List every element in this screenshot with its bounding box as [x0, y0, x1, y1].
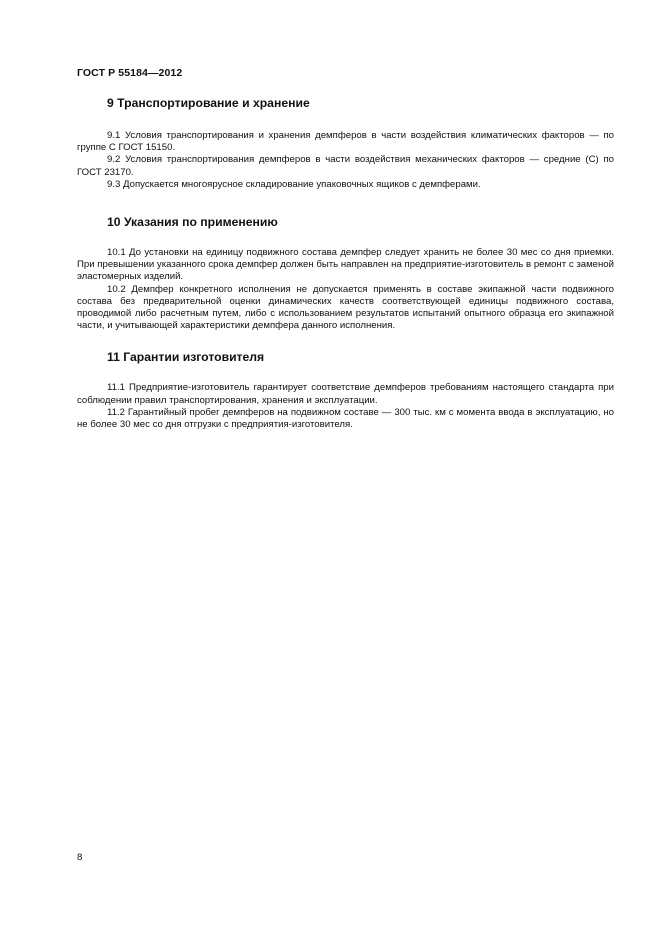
paragraph-9-3: 9.3 Допускается многоярусное складирование упаковочных ящиков с демпферами. [107, 178, 481, 190]
paragraph-11-1: 11.1 Предприятие-изготовитель гарантирует соответствие демпферов требованиям настоящего стандарта при соблюдении правил транспортирования, хранения и эксплуатации. [77, 382, 614, 406]
section-title-10: 10 Указания по применению [107, 215, 278, 230]
section-title-9: 9 Транспортирование и хранение [107, 96, 310, 110]
paragraph-9-1: 9.1 Условия транспортирования и хранения демпферов в части воздействия климатических факторов — по группе С ГОСТ 15150. [77, 130, 614, 154]
section-title-11: 11 Гарантии изготовителя [107, 350, 265, 365]
paragraph-10-1: 10.1 До установки на единицу подвижного состава демпфер следует хранить не более 30 мес со дня приемки. При превышении указанного срока демпфер должен быть направлен на предприятие-изготовитель в ремонт с заменой эластомерных изделий. [77, 247, 614, 283]
paragraph-10-2: 10.2 Демпфер конкретного исполнения не допускается применять в составе экипажной части подвижного состава без предварительной оценки динамических качеств соответствующей единицы подвижного состава, проводимой либо расчетным путем, либо с использованием результатов испытаний опытного образца его экипажной части, и учитывающей характеристики демпфера данного исполнения. [77, 283, 614, 332]
paragraph-9-2: 9.2 Условия транспортирования демпферов в части воздействия механических факторов — средние (С) по ГОСТ 23170. [77, 154, 614, 178]
paragraph-11-2: 11.2 Гарантийный пробег демпферов на подвижном составе — 300 тыс. км с момента ввода в эксплуатацию, но не более 30 мес со дня отгрузки с предприятия-изготовителя. [77, 406, 614, 431]
document-header: ГОСТ Р 55184—2012 [77, 67, 183, 79]
document-body [77, 96, 614, 431]
page-number: 8 [77, 852, 83, 863]
